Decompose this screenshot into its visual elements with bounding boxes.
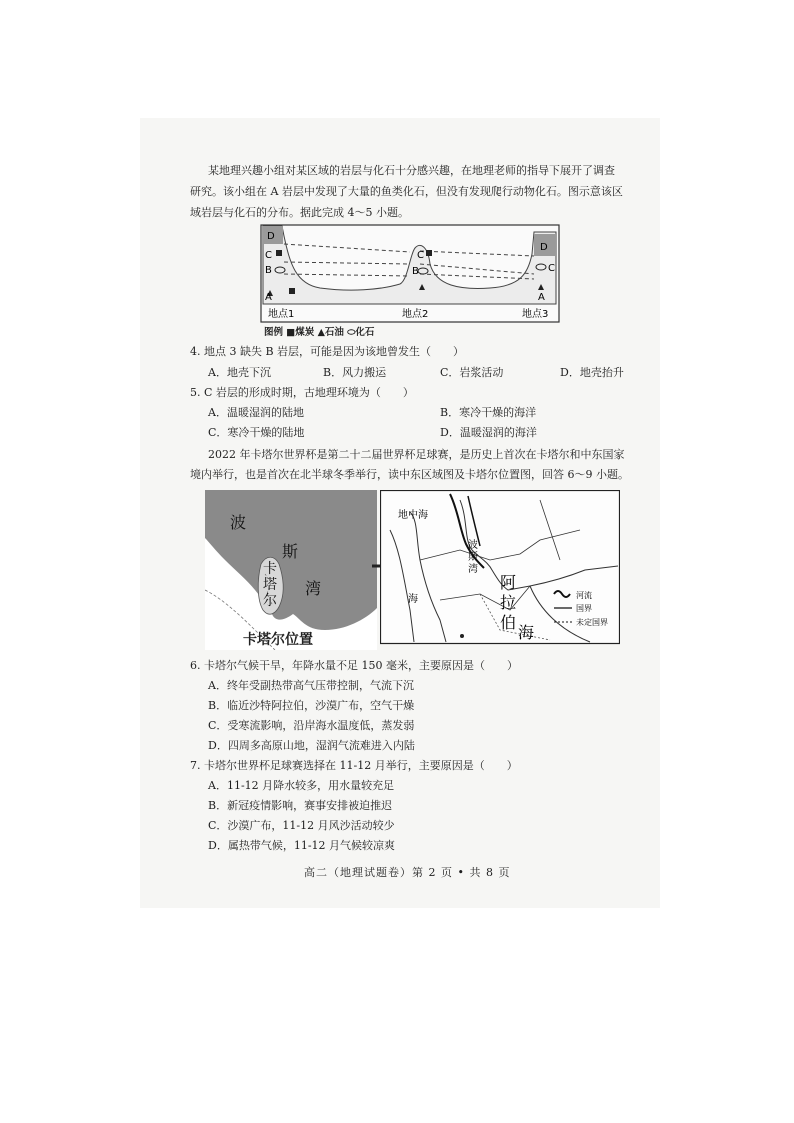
- layer-label: B: [265, 265, 272, 276]
- map-label: 塔: [263, 577, 277, 593]
- map-label: 阿: [500, 573, 517, 592]
- layer-label: D: [267, 231, 275, 242]
- intro2-line-2: 境内举行，也是首次在北半球冬季举行，读中东区域图及卡塔尔位置图，回答 6～9 小题。: [190, 468, 629, 481]
- legend-undefined-border: 未定国界: [576, 618, 608, 627]
- map-label: 斯: [468, 552, 478, 563]
- q5-option-b: B．寒冷干燥的海洋: [440, 406, 537, 419]
- q5-option-d: D．温暖湿润的海洋: [440, 426, 537, 439]
- middle-east-map: [380, 490, 620, 645]
- legend-border: 国界: [576, 604, 592, 613]
- location-label: 地点3: [522, 309, 549, 320]
- map-label: 卡: [263, 561, 277, 577]
- q6-option-b: B．临近沙特阿拉伯，沙漠广布，空气干燥: [208, 699, 415, 712]
- q4-option-c: C．岩浆活动: [440, 366, 504, 379]
- q6-option-a: A．终年受副热带高气压带控制，气流下沉: [208, 679, 414, 692]
- q7-option-c: C．沙漠广布，11-12 月风沙活动较少: [208, 819, 395, 832]
- map-label: 尔: [263, 593, 277, 609]
- layer-label: C: [548, 263, 555, 274]
- layer-label: C: [265, 250, 272, 261]
- map-label: 海: [518, 623, 535, 642]
- q7-option-d: D．属热带气候，11-12 月气候较凉爽: [208, 839, 396, 852]
- q5-option-c: C．寒冷干燥的陆地: [208, 426, 305, 439]
- layer-label: A: [265, 292, 272, 303]
- coal-symbol: [289, 288, 295, 294]
- qatar-location-map: [205, 490, 377, 650]
- intro-line-1: 某地理兴趣小组对某区域的岩层与化石十分感兴趣，在地理老师的指导下展开了调查: [208, 164, 615, 177]
- map-caption: 卡塔尔位置: [243, 632, 313, 648]
- coal-symbol: [276, 250, 282, 256]
- page-footer: 高二（地理试题卷）第 2 页 • 共 8 页: [304, 866, 511, 879]
- map-label: 拉: [500, 593, 517, 612]
- q6-option-d: D．四周多高原山地，湿润气流难进入内陆: [208, 739, 415, 752]
- question-6: 6. 卡塔尔气候干旱，年降水量不足 150 毫米，主要原因是（ ）: [190, 659, 518, 672]
- map-label: 伯: [500, 613, 517, 632]
- intro-line-3: 域岩层与化石的分布。据此完成 4～5 小题。: [190, 206, 409, 219]
- question-7: 7. 卡塔尔世界杯足球赛选择在 11-12 月举行，主要原因是（ ）: [190, 759, 518, 772]
- intro2-line-1: 2022 年卡塔尔世界杯是第二十二届世界杯足球赛，是历史上首次在卡塔尔和中东国家: [208, 448, 625, 461]
- map-label: 波: [230, 513, 247, 532]
- legend-river: 河流: [576, 591, 592, 600]
- q4-option-d: D．地壳抬升: [560, 366, 624, 379]
- figure-legend: 图例 ■煤炭 ▲石油 ⬭化石: [264, 327, 375, 338]
- map-label: 地中海: [398, 510, 428, 521]
- strata-figure: [260, 224, 560, 324]
- q6-option-c: C．受寒流影响，沿岸海水温度低，蒸发弱: [208, 719, 415, 732]
- q5-option-a: A．温暖湿润的陆地: [208, 406, 304, 419]
- map-label: 波: [468, 540, 478, 551]
- intro-line-2: 研究。该小组在 A 岩层中发现了大量的鱼类化石，但没有发现爬行动物化石。图示意该区: [190, 185, 623, 198]
- map-label: 湾: [305, 579, 322, 598]
- q4-option-a: A．地壳下沉: [208, 366, 271, 379]
- q7-option-b: B．新冠疫情影响，赛事安排被迫推迟: [208, 799, 393, 812]
- map-label: 海: [408, 594, 418, 605]
- layer-label: B: [412, 266, 419, 277]
- layer-label: D: [540, 242, 548, 253]
- question-4: 4. 地点 3 缺失 B 岩层，可能是因为该地曾发生（ ）: [190, 345, 465, 358]
- map-label: 斯: [282, 542, 299, 561]
- q7-option-a: A．11-12 月降水较多，用水量较充足: [208, 779, 395, 792]
- q4-option-b: B．风力搬运: [323, 366, 387, 379]
- layer-label: A: [538, 292, 545, 303]
- location-label: 地点1: [268, 309, 295, 320]
- question-5: 5. C 岩层的形成时期，古地理环境为（ ）: [190, 386, 414, 399]
- coal-symbol: [426, 250, 432, 256]
- map-label: 湾: [468, 564, 478, 575]
- layer-label: C: [417, 250, 424, 261]
- location-label: 地点2: [402, 309, 429, 320]
